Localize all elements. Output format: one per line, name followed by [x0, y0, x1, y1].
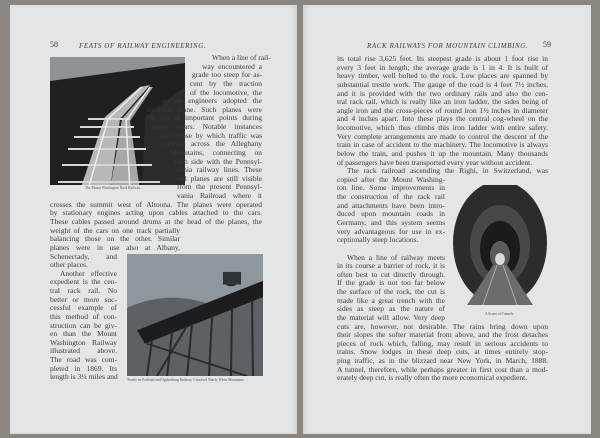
text-line: en than the Mount	[50, 329, 117, 339]
text-line: If the grade is not too far below	[337, 278, 445, 288]
text-line: vania railway lines. These	[176, 165, 262, 175]
tunnels-illustration	[453, 185, 548, 307]
text-line: cent by the traction	[190, 78, 262, 88]
text-line: in use at important points during	[149, 113, 262, 123]
running-head: FEATS OF RAILWAY ENGINEERING.	[79, 42, 207, 50]
text-line: illustrated above.	[50, 346, 117, 356]
text-line: The rack railroad ascending the Righi, in Switzerland, was	[347, 166, 548, 176]
text-line: each side with the Pennsyl-	[174, 156, 262, 166]
text-line: often best to cut directly through.	[337, 269, 445, 279]
text-line: and attachments have been intro-	[337, 200, 445, 210]
text-line: very advantageous for use in ex-	[337, 226, 445, 236]
text-line: copied after the Mount Washing-	[337, 174, 445, 184]
figure-caption: A Series of Tunnels.	[485, 312, 515, 316]
text-block	[50, 227, 180, 253]
text-line: Germany, and this system seems	[337, 217, 445, 227]
figure-caption: The Mount Washington Rack Railway.	[85, 186, 141, 190]
text-block	[50, 53, 271, 201]
text-line: made like a great trench with the	[337, 295, 445, 305]
text-line: ping traffic, as in the blizzard near New York, in March, 1888.	[337, 356, 548, 365]
text-line: vania Railroad where it	[177, 191, 262, 200]
text-block	[337, 323, 548, 383]
text-line: When a line of rail-	[212, 53, 271, 62]
running-head: RACK RAILWAYS FOR MOUNTAIN CLIMBING.	[367, 42, 529, 50]
text-line: Schenectady, and	[50, 251, 117, 261]
text-line: locomotive, which thus climbs this iron ladder with entire safety.	[337, 123, 548, 132]
text-line: and it is provided with the two ordinary rails and also the cen-	[337, 88, 548, 98]
text-block	[337, 55, 548, 176]
text-line: carried across the Alleghany	[164, 139, 262, 149]
left-page	[10, 5, 297, 434]
text-line: duced upon mountain roads in	[337, 209, 445, 219]
text-line: train in case of accident to the machinery. The locomotive is always	[337, 140, 548, 150]
text-line: crosses the summit west of Altoona. The planes were operated	[50, 199, 262, 209]
text-line: weight of the cars on one track partially	[50, 225, 180, 235]
text-line: every 3 feet in length; the average grade is 1 in 4. It is built of	[337, 62, 548, 72]
text-line: tral rack rail, which is really like an iron ladder, the sides being of	[337, 97, 548, 107]
text-line: ton line. Some improvements in	[337, 183, 445, 193]
text-line: Washington Railway	[50, 337, 117, 347]
text-line: Very complete arrangements are made to control the descent of the	[337, 131, 548, 141]
text-line: of the locomotive, the	[190, 87, 262, 97]
text-line: trains. Snow lodges in these deep cuts, at times entirely stop-	[337, 347, 548, 357]
text-line: cuts are, however, not desirable. The rains bring down upon	[337, 321, 548, 331]
text-line: many years. Notable instances	[152, 122, 262, 131]
text-line: the construction of the rack rail	[337, 192, 445, 202]
text-line: planes were in use also at Albany,	[50, 242, 180, 252]
text-block	[50, 253, 117, 382]
text-block	[337, 254, 445, 323]
text-line: below the train, and pushes it up the mountain. Many thousands	[337, 148, 548, 158]
text-line: substantial trestle work. The gauge of the road is 4 feet 7½ inches,	[337, 79, 548, 89]
text-line: were those by which traffic was	[158, 130, 262, 140]
text-line: The road was com-	[50, 355, 117, 364]
text-line: by stationary engines acting upon cables attached to the cars.	[50, 208, 262, 218]
text-line: better or more suc-	[50, 294, 117, 304]
right-page	[303, 5, 591, 434]
text-line: this method of con-	[50, 311, 117, 321]
text-line: angle iron and the cross-pieces of round iron 1½ inches in diameter	[337, 105, 548, 115]
text-line: balancing those on the other. Similar	[50, 234, 180, 244]
text-line: heavy timber, well bolted to the rock. Low places are spanned by	[337, 71, 548, 81]
text-line: of passengers have been transported every year without accident.	[337, 157, 533, 167]
text-line: the material will allow. Very deep	[337, 312, 445, 322]
text-line: struction can be giv-	[50, 320, 117, 330]
text-line: earlier engineers adopted the	[163, 96, 262, 106]
text-line: These cables passed around drums at the head of the planes, the	[50, 216, 262, 226]
figure-caption: Trestle on Portland and Ogdensburg Railway, Crawford Notch, White Mountains.	[127, 378, 245, 382]
text-line: tral rack rail. No	[50, 286, 117, 295]
text-line: the surface of the rock, the cut is	[337, 287, 445, 296]
text-line: A tunnel, therefore, while perhaps greater in first cost than a mod-	[337, 364, 548, 374]
text-line: pleted in 1869. Its	[50, 363, 117, 373]
page-number: 59	[543, 40, 551, 49]
text-line: cessful example of	[50, 303, 117, 313]
text-line: length is 3¼ miles and	[50, 372, 118, 382]
text-line: erately deep cut, is really often the more economical expedient.	[337, 373, 528, 383]
text-line: their slopes the softer material from above, and the frost detaches	[337, 330, 548, 340]
text-line: old planes are still visible	[177, 173, 262, 183]
text-line: pieces of rock which, falling, may result in serious accidents to	[337, 338, 548, 348]
text-line: in its course a barrier of rock, it is	[337, 261, 445, 271]
text-line: its total rise 3,625 feet. Its steepest grade is about 1 foot rise in	[337, 54, 548, 63]
text-line: other places.	[50, 260, 88, 270]
text-line: When a line of railway meets	[347, 252, 445, 262]
text-line: Mountains, connecting on	[170, 147, 262, 157]
text-line: way encountered a	[202, 61, 262, 71]
text-line: expedient is the cen-	[50, 277, 117, 287]
trestle-illustration	[127, 254, 263, 376]
text-block	[337, 176, 445, 245]
text-line: Another effective	[60, 268, 117, 278]
text-block	[50, 201, 262, 227]
text-line: and 4 inches apart. Into these plays the central cog-wheel on the	[337, 114, 548, 124]
text-line: ceptionally steep locations.	[337, 235, 419, 245]
text-line: sides as steep as the nature of	[337, 304, 445, 314]
page-number: 58	[50, 40, 58, 49]
text-line: inclined plane. Such planes were	[147, 104, 262, 114]
text-line: grade too steep for as-	[192, 70, 262, 80]
text-line: from the present Pennsyl-	[177, 182, 262, 192]
